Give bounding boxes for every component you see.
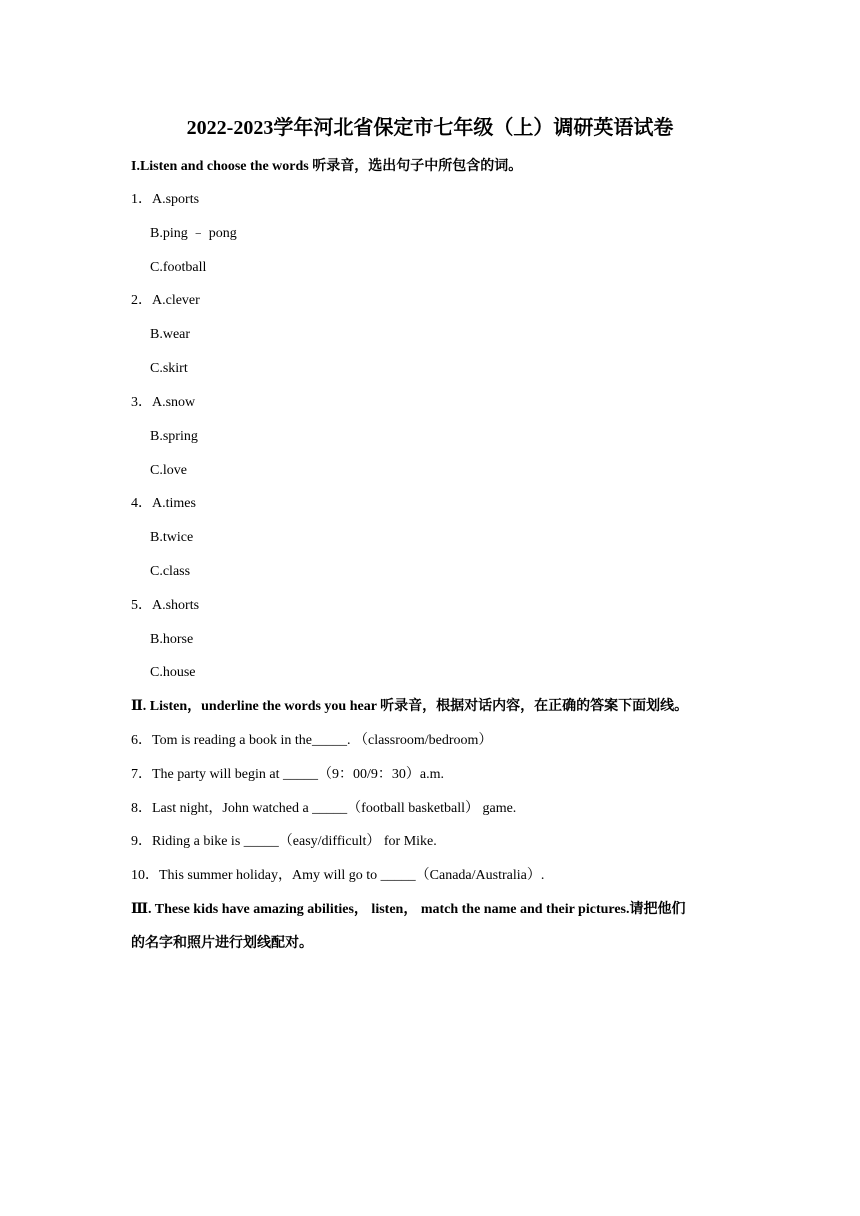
question-number: 3． bbox=[131, 395, 152, 410]
section-2-heading: Ⅱ. Listen，underline the words you hear 听录音，根据对话内容，在正确的答案下面划线。 bbox=[131, 699, 689, 714]
question-1-option-c: C.football bbox=[150, 260, 207, 275]
option-text: A.sports bbox=[152, 192, 200, 207]
question-3-option-b: B.spring bbox=[150, 429, 198, 444]
question-3-option-c: C.love bbox=[150, 463, 187, 478]
question-number: 1． bbox=[131, 192, 152, 207]
option-text: A.shorts bbox=[152, 598, 200, 613]
question-number: 4． bbox=[131, 496, 152, 511]
question-2-option-a bbox=[131, 291, 200, 311]
section-3-heading-line-1: Ⅲ. These kids have amazing abilities， listen， match the name and their pictures.请把他们 bbox=[131, 902, 686, 917]
question-6: 6．Tom is reading a book in the_____. （classroom/bedroom） bbox=[131, 733, 493, 748]
question-number: 2． bbox=[131, 293, 152, 308]
page-title: 2022-2023学年河北省保定市七年级（上）调研英语试卷 bbox=[186, 117, 674, 139]
question-7: 7．The party will begin at _____（9：00/9：30）a.m. bbox=[131, 767, 445, 782]
question-2-option-b: B.wear bbox=[150, 327, 191, 342]
question-5-option-c: C.house bbox=[150, 665, 196, 680]
option-text: A.snow bbox=[152, 395, 196, 410]
question-10: 10．This summer holiday，Amy will go to _____（Canada/Australia）. bbox=[131, 868, 545, 883]
option-text: A.clever bbox=[152, 293, 200, 308]
question-3-option-a bbox=[131, 393, 195, 413]
section-1-heading: I.Listen and choose the words 听录音，选出句子中所包含的词。 bbox=[131, 159, 523, 174]
question-8: 8．Last night，John watched a _____（football basketball） game. bbox=[131, 801, 517, 816]
question-4-option-c: C.class bbox=[150, 564, 191, 579]
section-3-heading-line-2: 的名字和照片进行划线配对。 bbox=[131, 936, 313, 951]
question-number: 5． bbox=[131, 598, 152, 613]
question-1-option-b: B.ping ﹣ pong bbox=[150, 226, 237, 241]
option-text: A.times bbox=[152, 496, 196, 511]
question-4-option-b: B.twice bbox=[150, 530, 194, 545]
question-5-option-a bbox=[131, 596, 199, 616]
question-9: 9．Riding a bike is _____（easy/difficult） for Mike. bbox=[131, 834, 437, 849]
question-2-option-c: C.skirt bbox=[150, 361, 188, 376]
question-1-option-a bbox=[131, 190, 199, 210]
question-5-option-b: B.horse bbox=[150, 632, 194, 647]
question-4-option-a bbox=[131, 494, 196, 514]
